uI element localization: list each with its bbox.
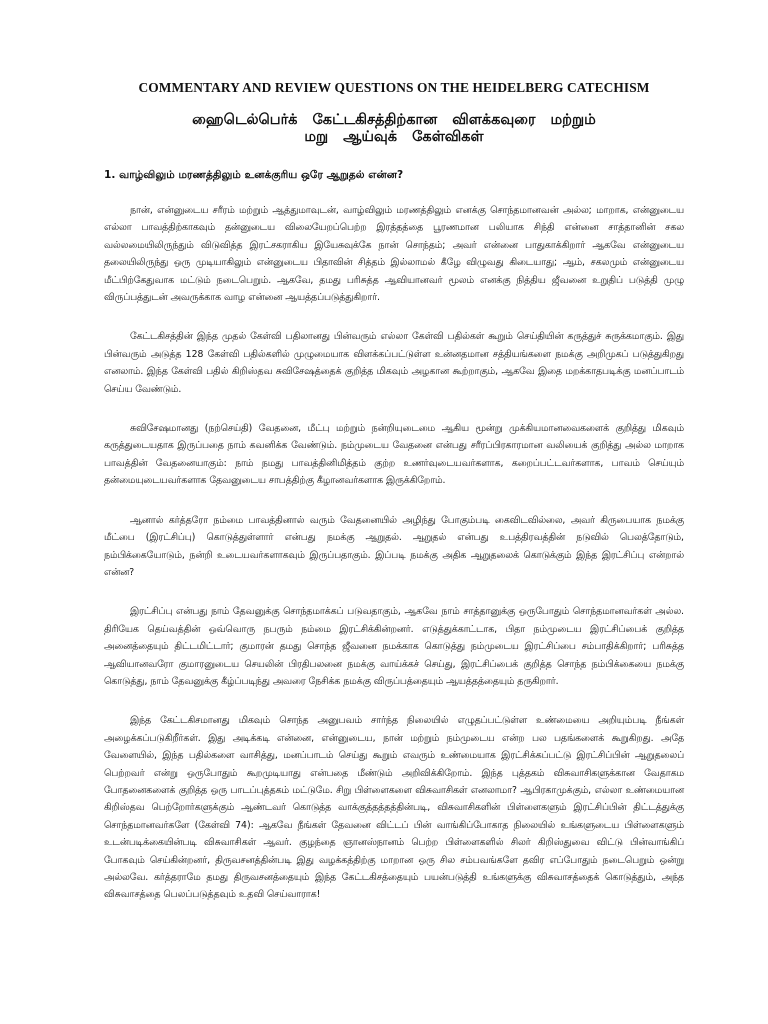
tamil-title-line-1: ஹைடெல்பெர்க் கேட்டகிசத்திற்கான விளக்கவுரை மற்றும் — [192, 112, 596, 128]
tamil-title — [104, 112, 684, 146]
paragraph-experience: இந்த கேட்டகிசமானது மிகவும் சொந்த அனுபவம் சார்ந்த நிலையில் எழுதப்பட்டுள்ள உண்மையை அறியும்படி நீங்கள் அழைக்கப்படுகிறீர்கள். இது அடிக்கடி என்னை, என்னுடைய, நான் மற்றும் நம்முடைய என்ற பல பதங்களைக் கூறுகிறது. அதே வேளையில், இந்த பதில்களை வாசித்து, மனப்பாடம் செய்து கூறும் எவரும் உண்மையாக இரட்சிக்கப்பட்டு இரட்சிப்பின் ஆறுதலைப் பெற்றவர் என்று ஒருபோதும் கூறமுடியாது என்பதை மீண்டும் அறிவிக்கிறோம். இந்த புத்தகம் விசுவாசிகளுக்கான வேதாகம போதனைகளைக் குறித்த ஒரு பாடப்புத்தகம் மட்டுமே. சிறு பிள்ளைகளை விசுவாசிகள் எனலாமா? ஆபிரகாமுக்கும், எல்லா உண்மையான கிறிஸ்தவ பெற்றோர்களுக்கும் ஆண்டவர் கொடுத்த வாக்குத்தத்தத்தின்படி, விசுவாசிகளின் பிள்ளைகளும் இரட்சிப்பின் திட்டத்துக்கு சொந்தமானவர்களே (கேள்வி 74): ஆகவே நீங்கள் தேவனை விட்டப் பின் வாங்கிப்போகாத நிலையில் உங்களுடைய பிள்ளைகளும் உடன்படிக்கையின்படி விசுவாசிகள் ஆவர். குழந்தை ஞானஸ்நானம் பெற்ற பிள்ளைகளில் சிலர் கிறிஸ்துவை விட்டு பின்வாங்கிப் போகவும் செய்கின்றனர், திருவசனத்தின்படி இது வழக்கத்திற்கு மாறான ஒரு சில சம்பவங்களே தவிர எப்போதும் நடைபெறும் ஒன்று அல்லவே. கர்த்தராமே தமது திருவசனத்தையும் இந்த கேட்டகிசத்தையும் பயன்படுத்தி உங்களுக்கு விசுவாசத்தைக் கொடுத்தும், அந்த விசுவாசத்தை பெலப்படுத்தவும் உதவி செய்வாராக! — [104, 715, 684, 901]
question-heading: 1. வாழ்விலும் மரணத்திலும் உனக்குரிய ஒரே ஆறுதல் என்ன? — [104, 169, 404, 181]
paragraph-answer: நான், என்னுடைய சரீரம் மற்றும் ஆத்துமாவுடன், வாழ்விலும் மரணத்திலும் எனக்கு சொந்தமானவன் அல்ல; மாறாக, என்னுடைய எல்லா பாவத்திற்காகவும் தன்னுடைய விலையேறப்பெற்ற இரத்தத்தை பூரணமான பலியாக சிந்தி என்னை சாத்தானின் சகல வல்லமையிலிருந்தும் விடுவித்த இரட்சகராகிய இயேசுவுக்கே நான் சொந்தம்; அவர் என்னை பாதுகாக்கிறார் ஆகவே என்னுடைய தலையிலிருந்து ஒரு முடியாகிலும் என்னுடைய பிதாவின் சித்தம் இல்லாமல் கீழே விழுவது கிடையாது; ஆம், சகலமும் என்னுடைய மீட்பிற்கேதுவாக மட்டும் நடைபெறும். ஆகவே, தமது பரிசுத்த ஆவியானவர் மூலம் எனக்கு நித்திய ஜீவனை உறுதிப் படுத்தி முழு விருப்பத்துடன் அவருக்காக வாழ என்னை ஆயத்தப்படுத்துகிறார். — [104, 205, 684, 304]
paragraph-comfort: ஆனால் கர்த்தரோ நம்மை பாவத்தினால் வரும் வேதனையில் அழிந்து போகும்படி கைவிடவில்லை, அவர் கிருபையாக நமக்கு மீட்பை (இரட்சிப்பு) கொடுத்துள்ளார் என்பது நமக்கு ஆறுதல். ஆறுதல் என்பது உபத்திரவத்தின் நடுவில் பெலத்தோடும், நம்பிக்கையோடும், நன்றி உடையவர்களாகவும் இருப்பதாகும். இப்படி நமக்கு அதிக ஆறுதலைக் கொடுக்கும் இந்த இரட்சிப்பு என்றால் என்ன? — [104, 514, 684, 578]
paragraph-summary: கேட்டகிசத்தின் இந்த முதல் கேள்வி பதிலானது பின்வரும் எல்லா கேள்வி பதில்கள் கூறும் செய்தியின் கருத்துச் சுருக்கமாகும். இது பின்வரும் அடுத்த 128 கேள்வி பதில்களில் முழுமையாக விளக்கப்பட்டுள்ள உன்னதமான சத்தியங்களை நமக்கு அறிமுகப் படுத்துகிறது எனலாம். இந்த கேள்வி பதில் கிறிஸ்தவ சுவிசேஷத்தைக் குறித்த மிகவும் அழகான கூற்றாகும், ஆகவே இதை மறக்காதபடிக்கு மனப்பாடம் செய்ய வேண்டும். — [104, 331, 684, 395]
english-title: COMMENTARY AND REVIEW QUESTIONS ON THE HEIDELBERG CATECHISM — [138, 80, 650, 95]
paragraph-salvation: இரட்சிப்பு என்பது நாம் தேவனுக்கு சொந்தமாக்கப் படுவதாகும், ஆகவே நாம் சாத்தானுக்கு ஒருபோதும் சொந்தமானவர்கள் அல்ல. திரியேக தெய்வத்தின் ஒவ்வொரு நபரும் நம்மை இரட்சிக்கின்றனர். எடுத்துக்காட்டாக, பிதா நம்முடைய இரட்சிப்பைக் குறித்த அனைத்தையும் திட்டமிட்டார்; குமாரன் தமது சொந்த ஜீவனை நமக்காக கொடுத்து நம்முடைய இரட்சிப்பை சம்பாதிக்கிறார்; பரிசுத்த ஆவியானவரோ குமாரனுடைய செயலின் பிரதிபலனை நமக்கு வாய்க்கச் செய்து, இரட்சிப்பைக் குறித்த சொந்த நம்பிக்கையை நமக்கு கொடுத்து, நாம் தேவனுக்கு கீழ்ப்படிந்து அவரை நேசிக்க நமக்கு விருப்பத்தையும் ஆயத்தத்தையும் தருகிறார். — [104, 606, 684, 687]
tamil-title-line-2: மறு ஆய்வுக் கேள்விகள் — [304, 129, 484, 145]
paragraph-gospel: சுவிசேஷமானது (நற்செய்தி) வேதனை, மீட்பு மற்றும் நன்றியுடைமை ஆகிய மூன்று முக்கியமானவைகளைக் குறித்து மிகவும் கருத்துடையதாக இருப்பதை நாம் கவனிக்க வேண்டும். நம்முடைய வேதனை என்பது சரீரப்பிரகாரமான வலியைக் குறித்து அல்ல மாறாக பாவத்தின் வேதனையாகும்: நாம் நமது பாவத்தினிமித்தம் குற்ற உணர்வுடையவர்களாக, கறைப்பட்டவர்களாக, பாவம் செய்யும் தன்மையுடையவர்களாக தேவனுடைய சாபத்திற்கு கீழானவர்களாக இருக்கிறோம். — [104, 423, 684, 487]
